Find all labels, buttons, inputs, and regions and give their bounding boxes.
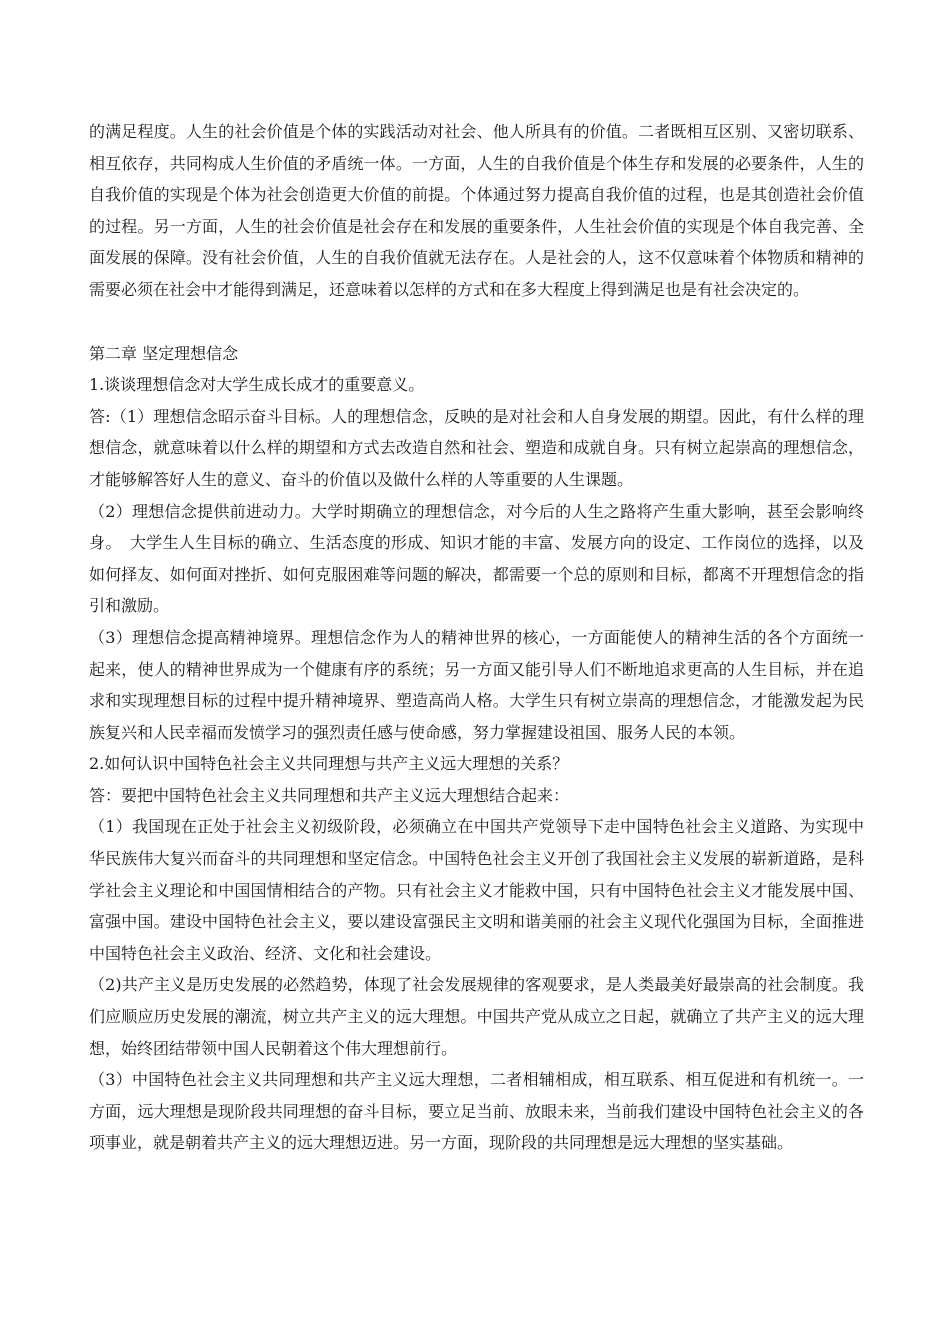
- paragraph-spacer: [89, 306, 864, 338]
- continuation-paragraph: 的满足程度。人生的社会价值是个体的实践活动对社会、他人所具有的价值。二者既相互区别、又密切联系、相互依存，共同构成人生价值的矛盾统一体。一方面，人生的自我价值是个体生存和发展的必要条件，人生的自我价值的实现是个体为社会创造更大价值的前提。个体通过努力提高自我价值的过程，也是其创造社会价值的过程。另一方面，人生的社会价值是社会存在和发展的重要条件，人生社会价值的实现是个体自我完善、全面发展的保障。没有社会价值，人生的自我价值就无法存在。人是社会的人，这不仅意味着个体物质和精神的需要必须在社会中才能得到满足，还意味着以怎样的方式和在多大程度上得到满足也是有社会决定的。: [89, 122, 864, 299]
- question-2-answer-intro: 答：要把中国特色社会主义共同理想和共产主义远大理想结合起来：: [89, 785, 570, 805]
- question-1-answer-part-3: （3）理想信念提高精神境界。理想信念作为人的精神世界的核心，一方面能使人的精神生活的各个方面统一起来，使人的精神世界成为一个健康有序的系统；另一方面又能引导人们不断地追求更高的人生目标，并在追求和实现理想目标的过程中提升精神境界、塑造高尚人格。大学生只有树立崇高的理想信念，才能激发起为民族复兴和人民幸福而发愤学习的强烈责任感与使命感，努力掌握建设祖国、服务人民的本领。: [89, 627, 864, 742]
- question-1-answer-part-2: （2）理想信念提供前进动力。大学时期确立的理想信念，对今后的人生之路将产生重大影响，甚至会影响终身。 大学生人生目标的确立、生活态度的形成、知识才能的丰富、发展方向的设定、工作岗位的选择，以及如何择友、如何面对挫折、如何克服困难等问题的解决，都需要一个总的原则和目标，都离不开理想信念的指引和激励。: [89, 501, 864, 616]
- question-1: 1.谈谈理想信念对大学生成长成才的重要意义。: [89, 375, 425, 395]
- question-2-answer-part-3: （3）中国特色社会主义共同理想和共产主义远大理想，二者相辅相成，相互联系、相互促进和有机统一。一方面，远大理想是现阶段共同理想的奋斗目标，要立足当前、放眼未来，当前我们建设中国特色社会主义的各项事业，就是朝着共产主义的远大理想迈进。另一方面，现阶段的共同理想是远大理想的坚实基础。: [89, 1070, 864, 1153]
- question-1-answer-part-1: 答:（1）理想信念昭示奋斗目标。人的理想信念，反映的是对社会和人自身发展的期望。因此，有什么样的理想信念，就意味着以什么样的期望和方式去改造自然和社会、塑造和成就自身。只有树立起崇高的理想信念，才能够解答好人生的意义、奋斗的价值以及做什么样的人等重要的人生课题。: [89, 406, 864, 489]
- question-2-answer-part-1: （1）我国现在正处于社会主义初级阶段，必须确立在中国共产党领导下走中国特色社会主义道路、为实现中华民族伟大复兴而奋斗的共同理想和坚定信念。中国特色社会主义开创了我国社会主义发展的崭新道路，是科学社会主义理论和中国国情相结合的产物。只有社会主义才能救中国，只有中国特色社会主义才能发展中国、富强中国。建设中国特色社会主义，要以建设富强民主文明和谐美丽的社会主义现代化强国为目标，全面推进中国特色社会主义政治、经济、文化和社会建设。: [89, 817, 864, 963]
- document-body: [89, 116, 864, 1159]
- question-2-answer-part-2: （2)共产主义是历史发展的必然趋势，体现了社会发展规律的客观要求，是人类最美好最崇高的社会制度。我们应顺应历史发展的潮流，树立共产主义的远大理想。中国共产党从成立之日起，就确立了共产主义的远大理想，始终团结带领中国人民朝着这个伟大理想前行。: [89, 975, 864, 1058]
- question-2: 2.如何认识中国特色社会主义共同理想与共产主义远大理想的关系？: [89, 754, 569, 774]
- chapter-heading: 第二章 坚定理想信念: [89, 343, 239, 363]
